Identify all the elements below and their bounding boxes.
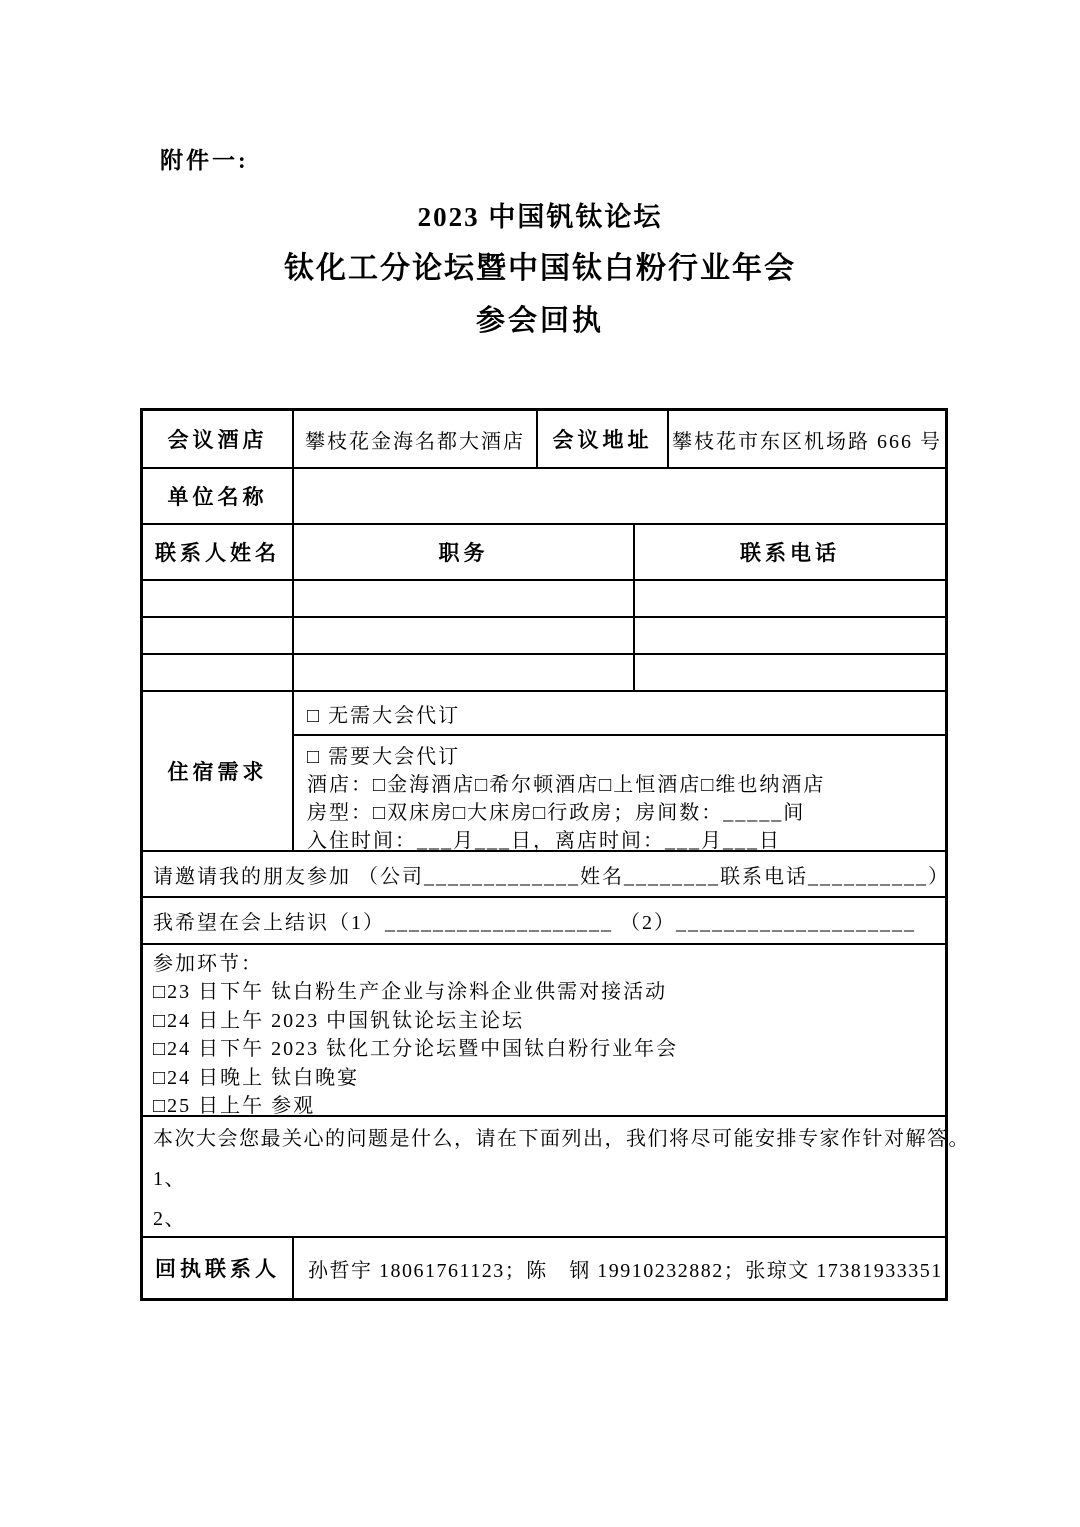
participation-item-3: □24 日下午 2023 钛化工分论坛暨中国钛白粉行业年会 <box>153 1038 679 1061</box>
table-row-accommodation <box>143 690 945 850</box>
questions-prompt: 本次大会您最关心的问题是什么，请在下面列出，我们将尽可能安排专家作针对解答。 <box>153 1128 970 1150</box>
table-row-hope-to-meet: 我希望在会上结识（1）___________________ （2）____________________ <box>143 896 945 943</box>
question-item-2: 2、 <box>153 1208 186 1230</box>
table-row-company <box>143 467 945 523</box>
contact-phone-header: 联系电话 <box>633 525 945 579</box>
table-row-reply-contact <box>143 1236 945 1298</box>
table-row-contact-3 <box>143 653 945 690</box>
participation-item-5: □25 日上午 参观 <box>153 1095 316 1118</box>
document-title-block <box>0 192 1080 347</box>
accommodation-hotel-choices: 酒店：□金海酒店□希尔顿酒店□上恒酒店□维也纳酒店 <box>307 774 826 796</box>
table-row-contact-header <box>143 523 945 579</box>
table-row-invite-friends: 请邀请我的朋友参加 （公司_____________姓名________联系电话__________） <box>143 850 945 896</box>
reply-form-table <box>140 408 970 1301</box>
accommodation-options <box>292 692 945 850</box>
contact-2-name-field <box>143 618 292 653</box>
contact-1-phone-field <box>633 581 945 616</box>
questions-block <box>143 1117 980 1236</box>
table-row-hotel-address <box>143 411 945 467</box>
hotel-value: 攀枝花金海名都大酒店 <box>292 411 536 467</box>
participation-list <box>143 945 945 1118</box>
contact-2-title-field <box>292 618 633 653</box>
attachment-label: 附件一: <box>160 148 249 173</box>
accommodation-room-choices: 房型：□双床房□大床房□行政房；房间数：_____间 <box>307 802 806 824</box>
company-name-label: 单位名称 <box>167 485 268 509</box>
accommodation-dates: 入住时间：___月___日，离店时间：___月___日 <box>307 830 781 852</box>
contact-3-title-field <box>292 655 633 690</box>
table-row-participation <box>143 943 945 1118</box>
accommodation-label: 住宿需求 <box>167 760 268 784</box>
participation-item-2: □24 日上午 2023 中国钒钛论坛主论坛 <box>153 1009 525 1032</box>
table-row-contact-1 <box>143 579 945 616</box>
contact-3-name-field <box>143 655 292 690</box>
contact-1-name-field <box>143 581 292 616</box>
title-line-2: 钛化工分论坛暨中国钛白粉行业年会 <box>284 252 796 285</box>
accommodation-option-need-block <box>294 736 945 855</box>
title-line-3: 参会回执 <box>475 305 604 337</box>
participation-label: 参加环节： <box>153 953 263 975</box>
company-name-field <box>292 469 945 523</box>
address-label: 会议地址 <box>536 411 667 467</box>
contact-3-phone-field <box>633 655 945 690</box>
accommodation-option-need: □ 需要大会代订 <box>307 746 461 768</box>
contact-name-header: 联系人姓名 <box>155 541 280 565</box>
question-item-1: 1、 <box>153 1168 186 1190</box>
hotel-label: 会议酒店 <box>167 428 268 452</box>
participation-item-1: □23 日下午 钛白粉生产企业与涂料企业供需对接活动 <box>153 981 668 1004</box>
contact-2-phone-field <box>633 618 945 653</box>
accommodation-option-no-need: □ 无需大会代订 <box>294 692 945 736</box>
participation-item-4: □24 日晚上 钛白晚宴 <box>153 1066 360 1089</box>
table-row-contact-2 <box>143 616 945 653</box>
address-value: 攀枝花市东区机场路 666 号 <box>667 411 945 467</box>
reply-contact-value: 孙哲宇 18061761123；陈 钢 19910232882；张琼文 17381933351 <box>292 1238 945 1298</box>
contact-1-title-field <box>292 581 633 616</box>
reply-contact-label: 回执联系人 <box>155 1257 280 1281</box>
title-line-1: 2023 中国钒钛论坛 <box>417 202 663 232</box>
contact-title-header: 职务 <box>292 525 633 579</box>
table-row-questions <box>143 1115 970 1236</box>
